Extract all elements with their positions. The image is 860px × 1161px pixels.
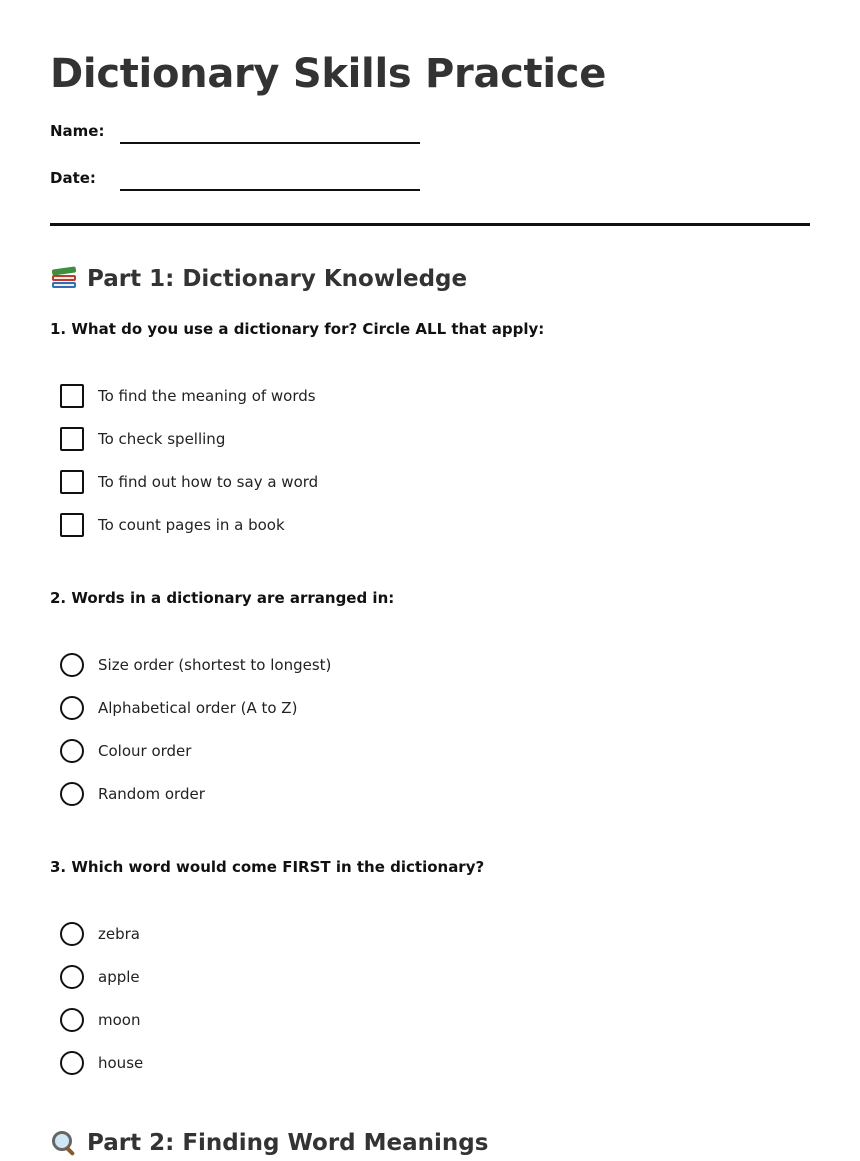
header-divider <box>50 223 810 226</box>
option-item[interactable] <box>60 460 810 503</box>
part2-heading <box>50 1128 810 1158</box>
option-label: house <box>98 1053 144 1072</box>
question-1-options <box>60 374 810 546</box>
question-2: 2. Words in a dictionary are arranged in: <box>50 589 395 607</box>
radio-button[interactable] <box>60 696 84 720</box>
option-label: Random order <box>98 784 205 803</box>
part2-heading-text: Part 2: Finding Word Meanings <box>87 1130 489 1156</box>
name-input-line[interactable] <box>120 122 420 144</box>
radio-button[interactable] <box>60 1008 84 1032</box>
checkbox[interactable] <box>60 470 84 494</box>
part1-heading-text: Part 1: Dictionary Knowledge <box>87 266 468 292</box>
books-icon <box>50 266 78 292</box>
option-item[interactable] <box>60 729 810 772</box>
checkbox[interactable] <box>60 427 84 451</box>
option-label: apple <box>98 967 140 986</box>
option-item[interactable] <box>60 1041 810 1084</box>
question-3-options <box>60 912 810 1084</box>
question-3: 3. Which word would come FIRST in the dictionary? <box>50 858 485 876</box>
radio-button[interactable] <box>60 922 84 946</box>
option-label: moon <box>98 1010 141 1029</box>
question-1: 1. What do you use a dictionary for? Circle ALL that apply: <box>50 320 545 338</box>
radio-button[interactable] <box>60 782 84 806</box>
option-label: To find the meaning of words <box>98 386 316 405</box>
option-label: To count pages in a book <box>98 515 285 534</box>
magnifying-glass-icon <box>50 1130 78 1156</box>
name-label: Name: <box>50 122 105 140</box>
checkbox[interactable] <box>60 384 84 408</box>
option-label: To check spelling <box>98 429 226 448</box>
date-input-line[interactable] <box>120 169 420 191</box>
option-item[interactable] <box>60 686 810 729</box>
option-item[interactable] <box>60 998 810 1041</box>
date-field <box>50 163 810 187</box>
page-title: Dictionary Skills Practice <box>50 51 607 97</box>
date-label: Date: <box>50 169 96 187</box>
radio-button[interactable] <box>60 1051 84 1075</box>
radio-button[interactable] <box>60 653 84 677</box>
option-item[interactable] <box>60 503 810 546</box>
option-label: zebra <box>98 924 140 943</box>
radio-button[interactable] <box>60 739 84 763</box>
radio-button[interactable] <box>60 965 84 989</box>
option-item[interactable] <box>60 772 810 815</box>
option-label: Alphabetical order (A to Z) <box>98 698 298 717</box>
checkbox[interactable] <box>60 513 84 537</box>
name-field <box>50 116 810 140</box>
question-2-options <box>60 643 810 815</box>
option-label: To find out how to say a word <box>98 472 319 491</box>
option-item[interactable] <box>60 374 810 417</box>
option-label: Colour order <box>98 741 192 760</box>
option-label: Size order (shortest to longest) <box>98 655 332 674</box>
option-item[interactable] <box>60 417 810 460</box>
option-item[interactable] <box>60 912 810 955</box>
option-item[interactable] <box>60 643 810 686</box>
part1-heading <box>50 264 810 294</box>
option-item[interactable] <box>60 955 810 998</box>
